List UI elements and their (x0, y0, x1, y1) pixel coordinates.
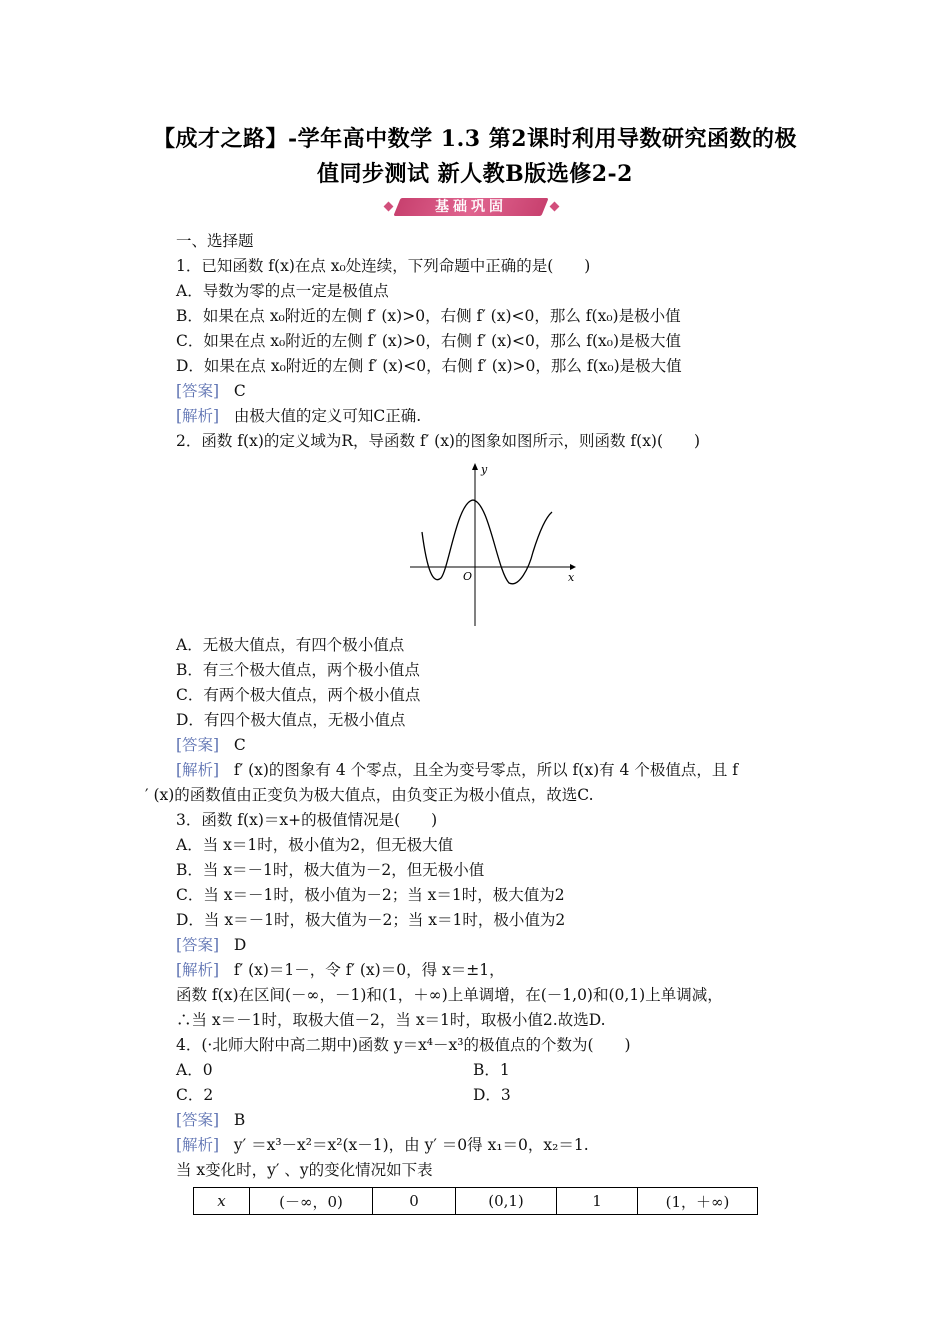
q2-stem: 2．函数 f(x)的定义域为R，导函数 f′ (x)的图象如图所示，则函数 f(x)( ) (176, 432, 701, 450)
q4-option-c: C．2 (176, 1086, 214, 1104)
analysis-tag: [解析] (176, 961, 220, 979)
derivative-curve (422, 500, 552, 584)
table-cell: (0,1) (456, 1188, 557, 1215)
q3-answer (176, 935, 246, 955)
q1-option-d: D．如果在点 x₀附近的左侧 f′ (x)<0，右侧 f′ (x)>0，那么 f(x₀)是极大值 (176, 357, 682, 375)
answer-tag: [答案] (176, 382, 220, 400)
q2-analysis-line-1 (176, 760, 738, 780)
answer-tag: [答案] (176, 736, 220, 754)
x-axis-label: x (568, 571, 575, 584)
q4-analysis-line-2: 当 x变化时，y′ 、y的变化情况如下表 (176, 1161, 433, 1179)
q4-analysis-line-1 (176, 1135, 589, 1155)
answer-value: B (233, 1111, 246, 1129)
q2-answer (176, 735, 246, 755)
analysis-text: f′ (x)＝1－，令 f′ (x)＝0，得 x＝±1， (233, 961, 505, 979)
table-cell: (1，＋∞) (638, 1188, 758, 1215)
q1-analysis (176, 406, 421, 426)
q3-option-d: D．当 x＝－1时，极大值为－2；当 x＝1时，极小值为2 (176, 911, 566, 929)
answer-value: D (233, 936, 247, 954)
section-banner (385, 196, 565, 220)
q3-analysis-line-2: 函数 f(x)在区间(－∞，－1)和(1，＋∞)上单调增，在(－1,0)和(0,1)上单调减， (176, 986, 723, 1004)
q2-option-a: A．无极大值点，有四个极小值点 (176, 636, 405, 654)
derivative-graph (405, 460, 580, 628)
table-cell: 0 (373, 1188, 456, 1215)
document-title-line-2: 值同步测试 新人教B版选修2-2 (316, 161, 633, 187)
q1-option-b: B．如果在点 x₀附近的左侧 f′ (x)>0，右侧 f′ (x)<0，那么 f(x₀)是极小值 (176, 307, 681, 325)
q1-answer (176, 381, 246, 401)
table-cell: 1 (557, 1188, 638, 1215)
x-axis-arrow-icon (570, 564, 576, 570)
q3-option-a: A．当 x＝1时，极小值为2，但无极大值 (176, 836, 454, 854)
diamond-right-icon (550, 202, 560, 212)
q1-option-c: C．如果在点 x₀附近的左侧 f′ (x)>0，右侧 f′ (x)<0，那么 f(x₀)是极大值 (176, 332, 682, 350)
q2-option-b: B．有三个极大值点，两个极小值点 (176, 661, 420, 679)
answer-tag: [答案] (176, 1111, 220, 1129)
diamond-left-icon (384, 202, 394, 212)
table-cell: (－∞，0) (250, 1188, 373, 1215)
q3-option-c: C．当 x＝－1时，极小值为－2；当 x＝1时，极大值为2 (176, 886, 565, 904)
q4-stem: 4．(·北师大附中高二期中)函数 y＝x⁴－x³的极值点的个数为( ) (176, 1036, 631, 1054)
q3-option-b: B．当 x＝－1时，极大值为－2，但无极小值 (176, 861, 485, 879)
analysis-tag: [解析] (176, 407, 220, 425)
q4-option-d: D．3 (473, 1086, 511, 1104)
answer-tag: [答案] (176, 936, 220, 954)
q1-stem: 1．已知函数 f(x)在点 x₀处连续，下列命题中正确的是( ) (176, 257, 591, 275)
analysis-text: y′ ＝x³－x²＝x²(x－1)，由 y′ ＝0得 x₁＝0，x₂＝1. (233, 1136, 589, 1154)
analysis-text: 由极大值的定义可知C正确. (233, 407, 422, 425)
q3-stem: 3．函数 f(x)＝x+的极值情况是( ) (176, 811, 438, 829)
answer-value: C (233, 736, 246, 754)
y-axis-label: y (481, 463, 488, 476)
table-row (194, 1188, 758, 1215)
answer-value: C (233, 382, 246, 400)
document-title-line-1: 【成才之路】-学年高中数学 1.3 第2课时利用导数研究函数的极 (152, 126, 798, 152)
q3-analysis-line-1 (176, 960, 505, 980)
section-heading: 一、选择题 (176, 232, 254, 250)
variation-table (193, 1187, 758, 1215)
q3-analysis-line-3: ∴当 x＝－1时，取极大值－2，当 x＝1时，取极小值2.故选D. (176, 1011, 606, 1029)
q4-option-b: B．1 (473, 1061, 510, 1079)
table-cell: x (194, 1188, 250, 1215)
q4-option-a: A．0 (176, 1061, 213, 1079)
y-axis-arrow-icon (472, 463, 478, 470)
analysis-tag: [解析] (176, 761, 220, 779)
origin-label: O (463, 570, 473, 583)
q2-option-c: C．有两个极大值点，两个极小值点 (176, 686, 421, 704)
analysis-tag: [解析] (176, 1136, 220, 1154)
q2-analysis-line-2: ′ (x)的函数值由正变负为极大值点，由负变正为极小值点，故选C. (145, 786, 594, 804)
banner-label: 基础巩固 (435, 199, 507, 215)
q4-answer (176, 1110, 245, 1130)
q2-option-d: D．有四个极大值点，无极小值点 (176, 711, 406, 729)
analysis-text: f′ (x)的图象有 4 个零点，且全为变号零点，所以 f(x)有 4 个极值点，且 f (233, 761, 739, 779)
q1-option-a: A．导数为零的点一定是极值点 (176, 282, 389, 300)
